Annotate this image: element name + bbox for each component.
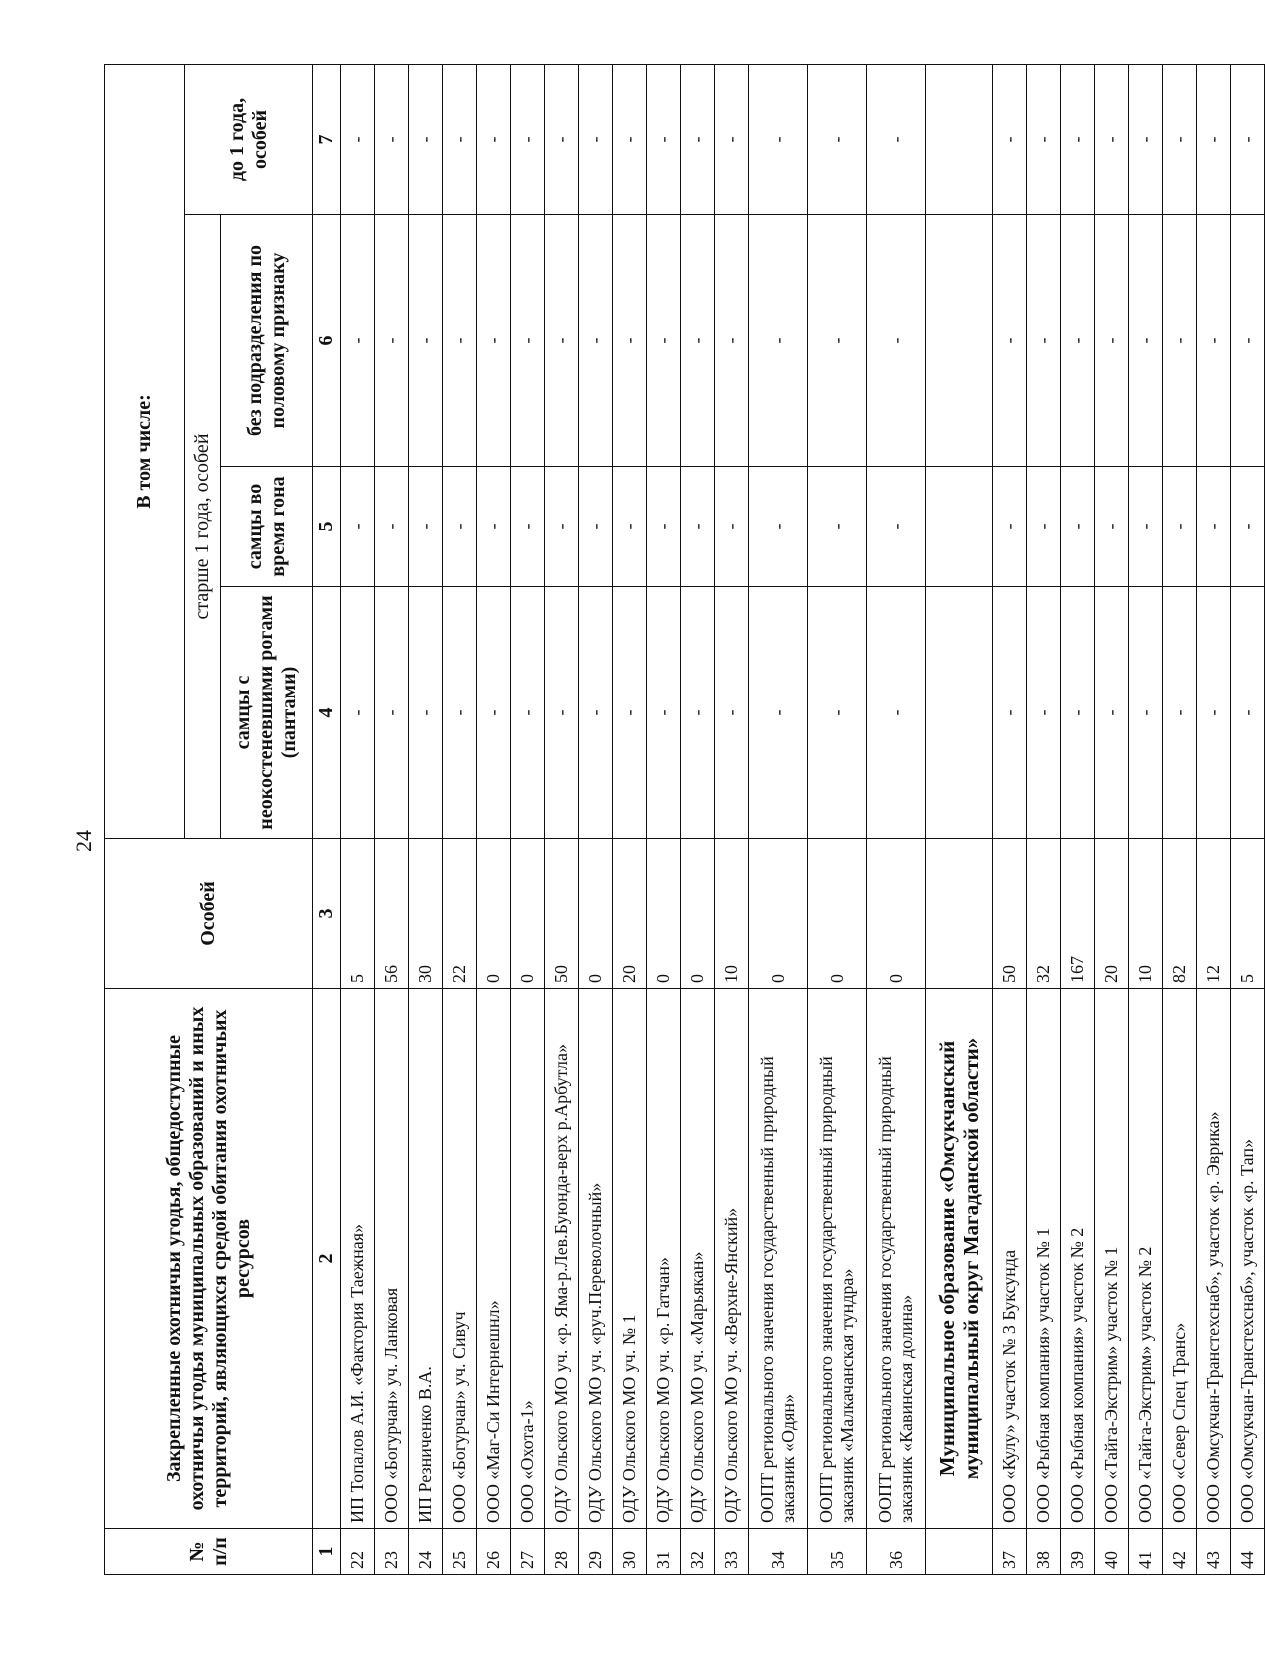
- unsexed-count: -: [808, 215, 867, 467]
- table-row: [545, 64, 579, 1574]
- index-cell: 1: [313, 1529, 341, 1575]
- males-rut-count: -: [715, 467, 749, 587]
- under-one-year-count: -: [1163, 64, 1197, 214]
- males-antlers-count: -: [867, 587, 926, 839]
- territory-name: ООО «Охота-1»: [511, 989, 545, 1529]
- table-row: [808, 64, 867, 1574]
- under-one-year-count: -: [1061, 64, 1095, 214]
- territory-name: ООО «Богурчан» уч. Ланковая: [375, 989, 409, 1529]
- males-rut-count: -: [1129, 467, 1163, 587]
- row-number: 35: [808, 1529, 867, 1575]
- table-row: [477, 64, 511, 1574]
- animal-count: 10: [715, 839, 749, 989]
- rotated-table-container: [104, 65, 1258, 1575]
- unsexed-count: -: [579, 215, 613, 467]
- row-number: 39: [1061, 1529, 1095, 1575]
- row-number: 41: [1129, 1529, 1163, 1575]
- males-rut-count: -: [341, 467, 375, 587]
- table-row: [993, 64, 1027, 1574]
- row-number: 37: [993, 1529, 1027, 1575]
- territory-name: ОДУ Ольского МО уч. «р. Гатчан»: [647, 989, 681, 1529]
- unsexed-count: -: [681, 215, 715, 467]
- under-one-year-count: -: [545, 64, 579, 214]
- males-antlers-count: -: [1061, 587, 1095, 839]
- territory-name: ООО «Маг-Си Интернешнл»: [477, 989, 511, 1529]
- territory-name: ООО «Богурчан» уч. Сивуч: [443, 989, 477, 1529]
- under-one-year-count: -: [1231, 64, 1265, 214]
- males-rut-count: -: [375, 467, 409, 587]
- territory-name: ООПТ регионального значения государственный природный заказник «Малкачанская тундра»: [808, 989, 867, 1529]
- males-antlers-count: -: [443, 587, 477, 839]
- animal-count: 30: [409, 839, 443, 989]
- under-one-year-count: -: [409, 64, 443, 214]
- animal-count: 167: [1061, 839, 1095, 989]
- territory-name: ОДУ Ольского МО уч. «р. Яма-р.Лев.Буюнда-верх р.Арбутла»: [545, 989, 579, 1529]
- row-number: 38: [1027, 1529, 1061, 1575]
- males-antlers-count: -: [1095, 587, 1129, 839]
- page-number: 24: [71, 830, 96, 852]
- header-col4: самцы с неокостеневшими рогами (пантами): [221, 587, 313, 839]
- males-antlers-count: -: [647, 587, 681, 839]
- males-rut-count: -: [647, 467, 681, 587]
- males-rut-count: -: [1095, 467, 1129, 587]
- animal-count: 0: [681, 839, 715, 989]
- unsexed-count: -: [511, 215, 545, 467]
- table-row: [681, 64, 715, 1574]
- section-empty-cell: [926, 587, 993, 839]
- animal-count: 0: [749, 839, 808, 989]
- territory-name: ОДУ Ольского МО уч. «руч.Переволочный»: [579, 989, 613, 1529]
- under-one-year-count: -: [477, 64, 511, 214]
- row-number: 29: [579, 1529, 613, 1575]
- row-number: 32: [681, 1529, 715, 1575]
- table-row: [375, 64, 409, 1574]
- table-row: [1129, 64, 1163, 1574]
- unsexed-count: -: [867, 215, 926, 467]
- under-one-year-count: -: [1197, 64, 1231, 214]
- territory-name: ООО «Тайга-Экстрим» участок № 1: [1095, 989, 1129, 1529]
- males-antlers-count: -: [681, 587, 715, 839]
- animal-count: 5: [1231, 839, 1265, 989]
- game-animals-table: [104, 64, 1265, 1575]
- row-number: 33: [715, 1529, 749, 1575]
- under-one-year-count: -: [867, 64, 926, 214]
- males-antlers-count: -: [409, 587, 443, 839]
- index-cell: 2: [313, 989, 341, 1529]
- row-number: 43: [1197, 1529, 1231, 1575]
- males-antlers-count: -: [375, 587, 409, 839]
- animal-count: 12: [1197, 839, 1231, 989]
- index-cell: 3: [313, 839, 341, 989]
- header-count: Особей: [105, 839, 313, 989]
- header-col7: до 1 года, особей: [185, 64, 313, 214]
- under-one-year-count: -: [715, 64, 749, 214]
- animal-count: 82: [1163, 839, 1197, 989]
- unsexed-count: -: [1027, 215, 1061, 467]
- under-one-year-count: -: [375, 64, 409, 214]
- males-antlers-count: -: [749, 587, 808, 839]
- males-rut-count: -: [1163, 467, 1197, 587]
- males-antlers-count: -: [1027, 587, 1061, 839]
- section-title: Муниципальное образование «Омсукчанский муниципальный округ Магаданской области»: [926, 989, 993, 1529]
- section-empty-cell: [926, 467, 993, 587]
- under-one-year-count: -: [993, 64, 1027, 214]
- under-one-year-count: -: [1129, 64, 1163, 214]
- row-number: 28: [545, 1529, 579, 1575]
- males-rut-count: -: [477, 467, 511, 587]
- table-row: [1163, 64, 1197, 1574]
- row-number: 31: [647, 1529, 681, 1575]
- table-row: [341, 64, 375, 1574]
- row-number: 36: [867, 1529, 926, 1575]
- territory-name: ООПТ регионального значения государственный природный заказник «Кавинская долина»: [867, 989, 926, 1529]
- unsexed-count: -: [341, 215, 375, 467]
- males-rut-count: -: [749, 467, 808, 587]
- under-one-year-count: -: [443, 64, 477, 214]
- males-rut-count: -: [867, 467, 926, 587]
- table-row: [511, 64, 545, 1574]
- males-antlers-count: -: [1231, 587, 1265, 839]
- males-antlers-count: -: [511, 587, 545, 839]
- table-row: [1061, 64, 1095, 1574]
- table-row: [867, 64, 926, 1574]
- row-number: 25: [443, 1529, 477, 1575]
- territory-name: ОДУ Ольского МО уч. № 1: [613, 989, 647, 1529]
- animal-count: 0: [867, 839, 926, 989]
- animal-count: 22: [443, 839, 477, 989]
- unsexed-count: -: [477, 215, 511, 467]
- row-number: 24: [409, 1529, 443, 1575]
- males-antlers-count: -: [1129, 587, 1163, 839]
- unsexed-count: -: [1129, 215, 1163, 467]
- table-row: [579, 64, 613, 1574]
- animal-count: 20: [1095, 839, 1129, 989]
- table-row: [613, 64, 647, 1574]
- males-antlers-count: -: [1197, 587, 1231, 839]
- table-row: [1027, 64, 1061, 1574]
- males-antlers-count: -: [477, 587, 511, 839]
- row-number: 44: [1231, 1529, 1265, 1575]
- under-one-year-count: -: [341, 64, 375, 214]
- unsexed-count: -: [443, 215, 477, 467]
- row-number: 22: [341, 1529, 375, 1575]
- header-in-that: В том числе:: [105, 64, 185, 838]
- males-antlers-count: -: [808, 587, 867, 839]
- under-one-year-count: -: [1027, 64, 1061, 214]
- header-older: старше 1 года, особей: [185, 215, 221, 839]
- territory-name: ОДУ Ольского МО уч. «Верхне-Янский»: [715, 989, 749, 1529]
- unsexed-count: -: [1197, 215, 1231, 467]
- under-one-year-count: -: [579, 64, 613, 214]
- section-empty-cell: [926, 839, 993, 989]
- territory-name: ИП Резниченко В.А.: [409, 989, 443, 1529]
- males-rut-count: -: [545, 467, 579, 587]
- section-empty-cell: [926, 64, 993, 214]
- males-rut-count: -: [1061, 467, 1095, 587]
- under-one-year-count: -: [808, 64, 867, 214]
- table-row: [1231, 64, 1265, 1574]
- territory-name: ООО «Рыбная компания» участок № 2: [1061, 989, 1095, 1529]
- animal-count: 10: [1129, 839, 1163, 989]
- animal-count: 56: [375, 839, 409, 989]
- territory-name: ООО «Рыбная компания» участок № 1: [1027, 989, 1061, 1529]
- index-cell: 6: [313, 215, 341, 467]
- males-rut-count: -: [409, 467, 443, 587]
- unsexed-count: -: [613, 215, 647, 467]
- row-number: 27: [511, 1529, 545, 1575]
- row-number: 34: [749, 1529, 808, 1575]
- animal-count: 0: [808, 839, 867, 989]
- unsexed-count: -: [545, 215, 579, 467]
- males-rut-count: -: [443, 467, 477, 587]
- males-rut-count: -: [681, 467, 715, 587]
- table-row: [1095, 64, 1129, 1574]
- males-rut-count: -: [613, 467, 647, 587]
- table-row: [715, 64, 749, 1574]
- males-rut-count: -: [993, 467, 1027, 587]
- males-rut-count: -: [1197, 467, 1231, 587]
- animal-count: 32: [1027, 839, 1061, 989]
- table-row: [1197, 64, 1231, 1574]
- unsexed-count: -: [715, 215, 749, 467]
- territory-name: ИП Топалов А.И. «Фактория Таежная»: [341, 989, 375, 1529]
- section-empty-cell: [926, 215, 993, 467]
- header-territory: Закрепленные охотничьи угодья, общедоступные охотничьи угодья муниципальных образований и иных территорий, являющихся средой обитания охотничьих ресурсов: [105, 989, 313, 1529]
- animal-count: 0: [477, 839, 511, 989]
- males-antlers-count: -: [341, 587, 375, 839]
- territory-name: ООПТ регионального значения государственный природный заказник «Одян»: [749, 989, 808, 1529]
- unsexed-count: -: [647, 215, 681, 467]
- under-one-year-count: -: [749, 64, 808, 214]
- territory-name: ООО «Кулу» участок № 3 Буксунда: [993, 989, 1027, 1529]
- territory-name: ООО «Тайга-Экстрим» участок № 2: [1129, 989, 1163, 1529]
- under-one-year-count: -: [681, 64, 715, 214]
- territory-name: ОДУ Ольского МО уч. «Марьякан»: [681, 989, 715, 1529]
- section-empty-cell: [926, 1529, 993, 1575]
- unsexed-count: -: [375, 215, 409, 467]
- unsexed-count: -: [1095, 215, 1129, 467]
- males-antlers-count: -: [613, 587, 647, 839]
- animal-count: 50: [993, 839, 1027, 989]
- table-row: [749, 64, 808, 1574]
- animal-count: 0: [579, 839, 613, 989]
- unsexed-count: -: [1061, 215, 1095, 467]
- column-index-row: [313, 64, 341, 1574]
- unsexed-count: -: [1231, 215, 1265, 467]
- animal-count: 0: [511, 839, 545, 989]
- under-one-year-count: -: [1095, 64, 1129, 214]
- row-number: 40: [1095, 1529, 1129, 1575]
- males-antlers-count: -: [993, 587, 1027, 839]
- header-col5: самцы во время гона: [221, 467, 313, 587]
- territory-name: ООО «Омсукчан-Транстехснаб», участок «р. Тап»: [1231, 989, 1265, 1529]
- animal-count: 20: [613, 839, 647, 989]
- males-antlers-count: -: [545, 587, 579, 839]
- animal-count: 50: [545, 839, 579, 989]
- males-rut-count: -: [1027, 467, 1061, 587]
- header-num: № п/п: [105, 1529, 313, 1575]
- under-one-year-count: -: [511, 64, 545, 214]
- row-number: 26: [477, 1529, 511, 1575]
- table-row: [443, 64, 477, 1574]
- row-number: 23: [375, 1529, 409, 1575]
- males-antlers-count: -: [579, 587, 613, 839]
- section-row: [926, 64, 993, 1574]
- animal-count: 5: [341, 839, 375, 989]
- table-row: [647, 64, 681, 1574]
- males-antlers-count: -: [1163, 587, 1197, 839]
- row-number: 30: [613, 1529, 647, 1575]
- unsexed-count: -: [409, 215, 443, 467]
- males-rut-count: -: [808, 467, 867, 587]
- males-rut-count: -: [511, 467, 545, 587]
- index-cell: 5: [313, 467, 341, 587]
- males-rut-count: -: [579, 467, 613, 587]
- under-one-year-count: -: [613, 64, 647, 214]
- unsexed-count: -: [749, 215, 808, 467]
- animal-count: 0: [647, 839, 681, 989]
- under-one-year-count: -: [647, 64, 681, 214]
- males-rut-count: -: [1231, 467, 1265, 587]
- table-row: [409, 64, 443, 1574]
- row-number: 42: [1163, 1529, 1197, 1575]
- territory-name: ООО «Омсукчан-Транстехснаб», участок «р. Эврика»: [1197, 989, 1231, 1529]
- males-antlers-count: -: [715, 587, 749, 839]
- index-cell: 7: [313, 64, 341, 214]
- territory-name: ООО «Север Спец Транс»: [1163, 989, 1197, 1529]
- unsexed-count: -: [1163, 215, 1197, 467]
- unsexed-count: -: [993, 215, 1027, 467]
- header-col6: без подразделения по половому признаку: [221, 215, 313, 467]
- index-cell: 4: [313, 587, 341, 839]
